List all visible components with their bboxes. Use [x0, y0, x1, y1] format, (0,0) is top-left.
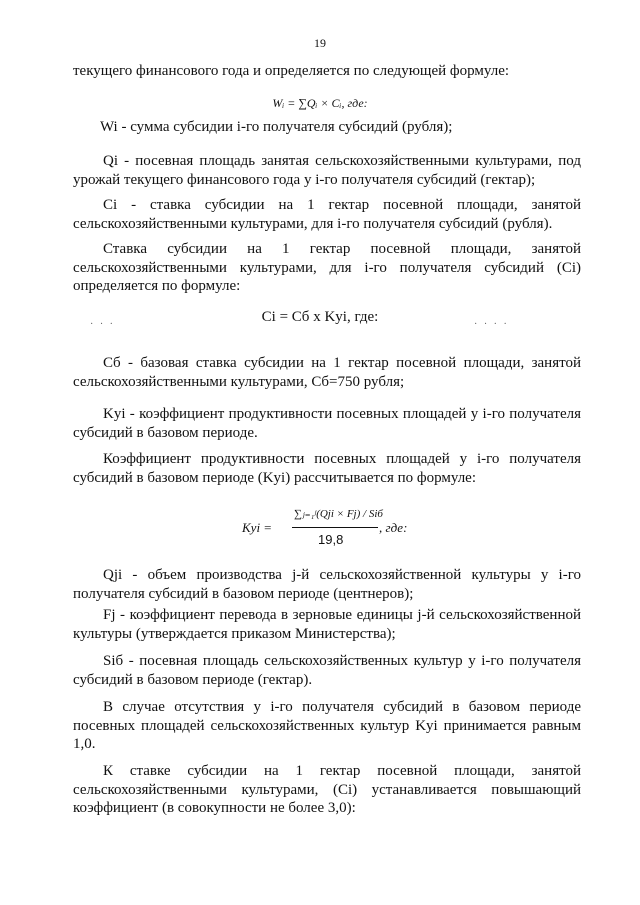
- formula-kyi-tail: , где:: [379, 520, 408, 535]
- stavka-paragraph: Ставка субсидии на 1 гектар посевной площади, занятой сельскохозяйственными культурами, для i-го получателя субсидий (Ci) определяется по формуле:: [73, 241, 581, 294]
- page-number: 19: [314, 36, 326, 50]
- definition-cb: Cб - базовая ставка субсидии на 1 гектар посевной площади, занятой сельскохозяйственными культурами, Cб=750 рубля;: [73, 355, 581, 390]
- definition-qji: Qji - объем производства j-й сельскохозяйственной культуры у i-го получателя субсидий в базовом периоде (центнеров);: [73, 567, 581, 602]
- definition-ci: Ci - ставка субсидии на 1 гектар посевной площади, занятой сельскохозяйственными культурами, для i-го получателя субсидий (рубля).: [73, 197, 581, 232]
- formula-kyi-denominator: 19,8: [318, 532, 344, 547]
- formula-kyi-numerator: ∑ⱼ₌₁ʲ(Qji × Fj) / Siб: [294, 508, 383, 520]
- scan-dots-right: · · · ·: [474, 319, 509, 330]
- scan-dots-left: · · ·: [90, 319, 115, 330]
- definition-sib: Siб - посевная площадь сельскохозяйственных культур у i-го получателя субсидий в базовом периоде (гектар).: [73, 653, 581, 688]
- definition-wi: Wi - сумма субсидии i-го получателя субсидий (рубля);: [100, 119, 453, 135]
- formula-kyi-left: Kyi =: [242, 520, 273, 535]
- absence-paragraph: В случае отсутствия у i-го получателя субсидий в базовом периоде посевных площадей сельскохозяйственных культур Kуi принимается равным 1,0.: [73, 699, 581, 752]
- koef-paragraph: Коэффициент продуктивности посевных площадей у i-го получателя субсидий в базовом периоде (Kуi) рассчитывается по формуле:: [73, 451, 581, 486]
- intro-line: текущего финансового года и определяется по следующей формуле:: [73, 63, 510, 79]
- definition-qi: Qi - посевная площадь занятая сельскохозяйственными культурами, под урожай текущего финансового года у i-го получателя субсидий (гектар);: [73, 153, 581, 188]
- final-paragraph: К ставке субсидии на 1 гектар посевной площади, занятой сельскохозяйственными культурами, (Ci) устанавливается повышающий коэффициент (в совокупности не более 3,0):: [73, 763, 581, 816]
- formula-kyi: [0, 505, 640, 549]
- definition-kui: Kуi - коэффициент продуктивности посевных площадей у i-го получателя субсидий в базовом периоде.: [73, 406, 581, 441]
- definition-fj: Fj - коэффициент перевода в зерновые единицы j-й сельскохозяйственной культуры (утверждается приказом Министерства);: [73, 607, 581, 642]
- formula-w: [0, 94, 640, 113]
- formula-ci: Ci = Cб x Kуi, где:: [261, 309, 379, 325]
- fraction-bar: [292, 527, 378, 528]
- formula-w-text: Wᵢ = ∑Qᵢ × Cᵢ, где:: [272, 96, 368, 110]
